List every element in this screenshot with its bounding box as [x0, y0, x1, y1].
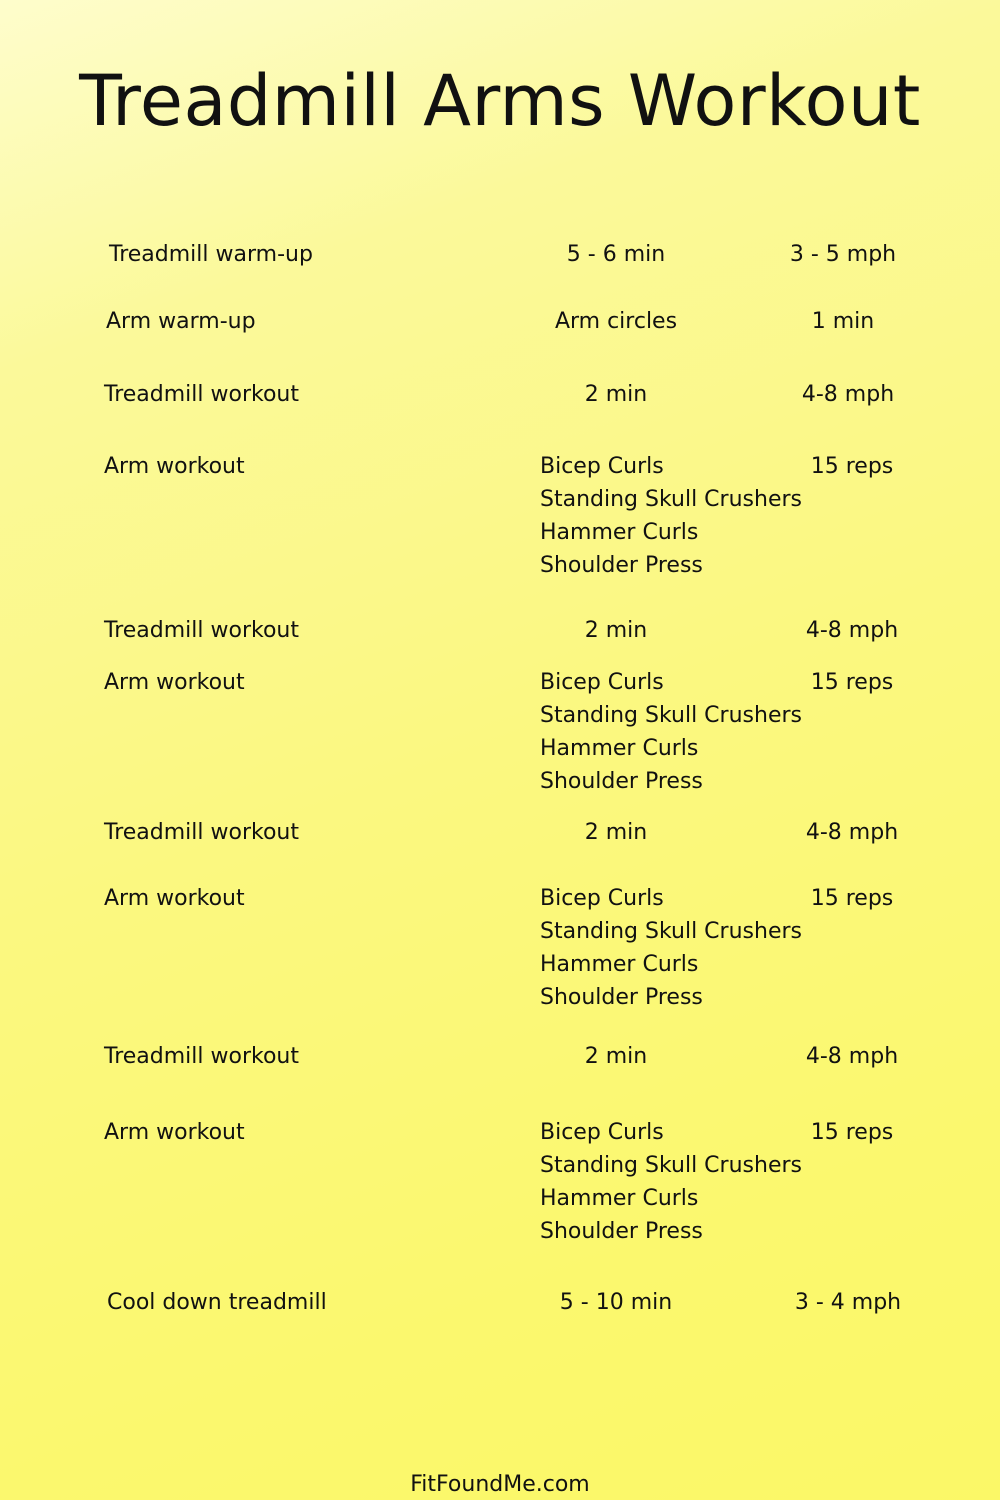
row-activity: Arm workout — [104, 886, 245, 911]
row-activity: Treadmill workout — [104, 820, 299, 845]
row-detail: 5 - 6 min — [566, 242, 666, 267]
row-amount: 3 - 4 mph — [794, 1290, 902, 1315]
row-exercise: Bicep Curls — [540, 454, 664, 479]
row-exercise: Bicep Curls — [540, 670, 664, 695]
row-amount: 15 reps — [810, 454, 894, 479]
row-activity: Arm workout — [104, 1120, 245, 1145]
row-exercise: Standing Skull Crushers — [540, 919, 802, 944]
row-amount: 1 min — [811, 309, 875, 334]
row-activity: Arm workout — [104, 670, 245, 695]
row-activity: Arm warm-up — [106, 309, 256, 334]
row-activity: Treadmill workout — [104, 1044, 299, 1069]
row-exercise: Standing Skull Crushers — [540, 703, 802, 728]
row-exercise: Shoulder Press — [540, 769, 703, 794]
row-amount: 4-8 mph — [801, 382, 895, 407]
row-activity: Treadmill warm-up — [109, 242, 313, 267]
row-exercise: Standing Skull Crushers — [540, 487, 802, 512]
page-title: Treadmill Arms Workout — [79, 60, 921, 142]
row-exercise: Shoulder Press — [540, 985, 703, 1010]
row-amount: 4-8 mph — [805, 1044, 899, 1069]
row-amount: 15 reps — [810, 886, 894, 911]
row-amount: 4-8 mph — [805, 820, 899, 845]
row-exercise: Hammer Curls — [540, 952, 699, 977]
row-activity: Treadmill workout — [104, 382, 299, 407]
row-detail: 2 min — [584, 382, 648, 407]
row-exercise: Hammer Curls — [540, 736, 699, 761]
row-detail: 5 - 10 min — [559, 1290, 673, 1315]
row-detail: 2 min — [584, 820, 648, 845]
row-activity: Treadmill workout — [104, 618, 299, 643]
row-amount: 3 - 5 mph — [789, 242, 897, 267]
row-exercise: Bicep Curls — [540, 1120, 664, 1145]
row-exercise: Shoulder Press — [540, 553, 703, 578]
row-amount: 4-8 mph — [805, 618, 899, 643]
row-exercise: Hammer Curls — [540, 520, 699, 545]
row-exercise: Standing Skull Crushers — [540, 1153, 802, 1178]
row-detail: 2 min — [584, 618, 648, 643]
row-exercise: Hammer Curls — [540, 1186, 699, 1211]
row-detail: 2 min — [584, 1044, 648, 1069]
row-exercise: Shoulder Press — [540, 1219, 703, 1244]
row-activity: Arm workout — [104, 454, 245, 479]
row-detail: Arm circles — [554, 309, 678, 334]
row-amount: 15 reps — [810, 1120, 894, 1145]
footer-site-name: FitFoundMe.com — [410, 1472, 590, 1497]
row-amount: 15 reps — [810, 670, 894, 695]
row-exercise: Bicep Curls — [540, 886, 664, 911]
row-activity: Cool down treadmill — [107, 1290, 327, 1315]
